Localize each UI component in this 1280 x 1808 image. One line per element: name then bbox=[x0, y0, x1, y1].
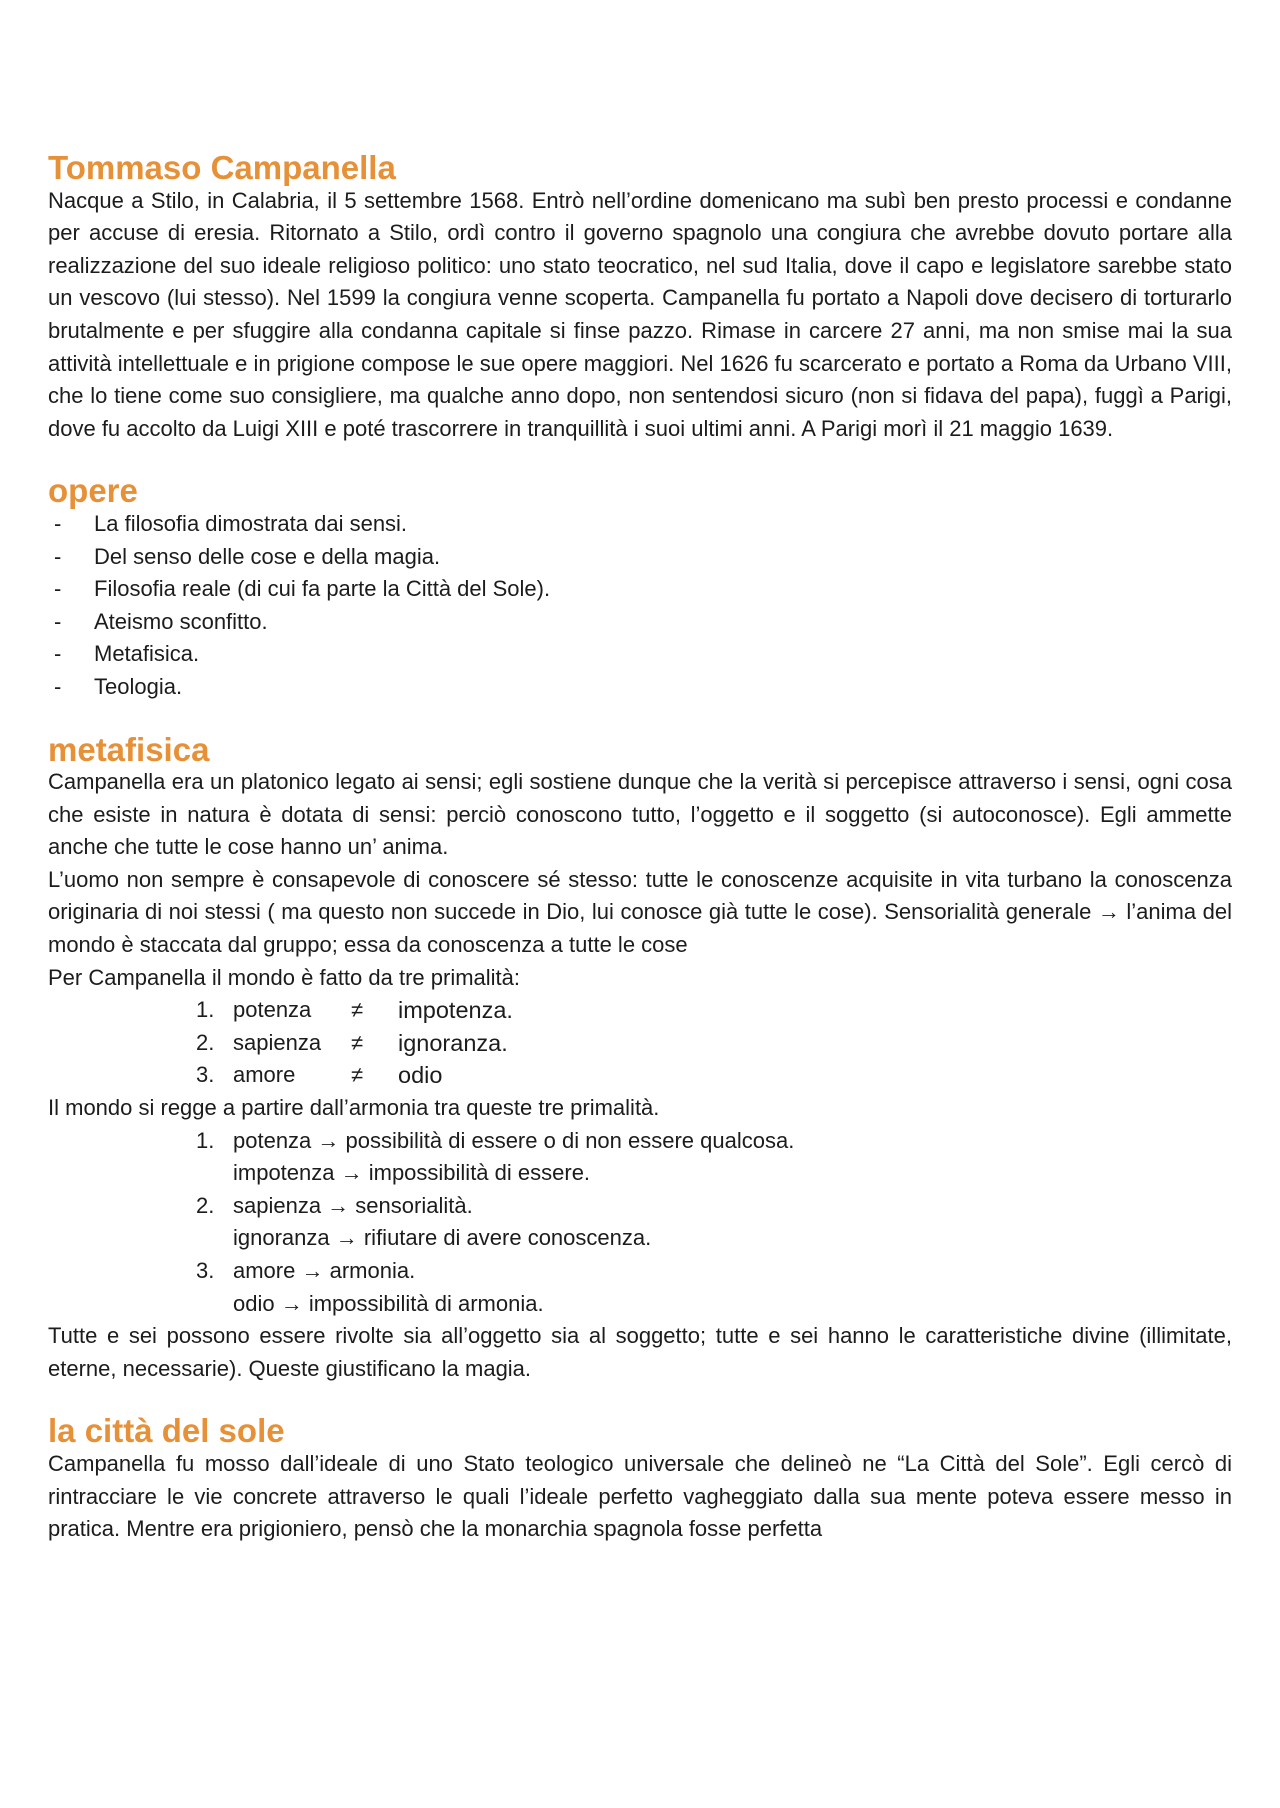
definizione-text bbox=[233, 1125, 794, 1190]
definizione-text bbox=[233, 1255, 544, 1320]
primalita-opposite: ignoranza. bbox=[398, 1029, 508, 1056]
definizione-item bbox=[196, 1190, 1232, 1255]
section-gap bbox=[48, 445, 1232, 475]
list-dash: - bbox=[54, 641, 62, 667]
definizione-line: sapienza → sensorialità. bbox=[233, 1192, 473, 1218]
section-title-campanella: Tommaso Campanella bbox=[48, 149, 396, 186]
definizione-line: ignoranza → rifiutare di avere conoscenza. bbox=[233, 1225, 652, 1251]
metafisica-paragraph-5: Tutte e sei possono essere rivolte sia all’oggetto sia al soggetto; tutte e sei hanno le caratteristiche divine (illimitate, eterne, necessarie). Queste giustificano la magia. bbox=[48, 1323, 1232, 1381]
item-number: 1. bbox=[196, 1127, 215, 1153]
not-equal-sign: ≠ bbox=[351, 997, 364, 1023]
primalita-term: potenza bbox=[233, 997, 312, 1023]
item-number: 2. bbox=[196, 1029, 215, 1055]
section-gap bbox=[48, 1385, 1232, 1415]
list-item-text: Del senso delle cose e della magia. bbox=[94, 543, 441, 569]
not-equal-sign: ≠ bbox=[351, 1062, 364, 1088]
list-item-text: La filosofia dimostrata dai sensi. bbox=[94, 510, 408, 536]
item-number: 3. bbox=[196, 1258, 215, 1283]
metafisica-paragraph-2: L’uomo non sempre è consapevole di conoscere sé stesso: tutte le conoscenze acquisite in vita turbano la conoscenza originaria di noi stessi ( ma questo non succede in Dio, lui conosce già tutte le cose). Sensorialità generale → l’anima del mondo è staccata dal gruppo; essa da conoscenza a tutte le cose bbox=[48, 866, 1232, 958]
citta-paragraph: Campanella fu mosso dall’ideale di uno Stato teologico universale che delineò ne “La Città del Sole”. Egli cercò di rintracciare le vie concrete attraverso le quali l’ideale perfetto vagheggiato dalla sua mente poteva essere messo in pratica. Mentre era prigioniero, pensò che la monarchia spagnola fosse perfetta bbox=[48, 1450, 1232, 1542]
item-number: 3. bbox=[196, 1062, 215, 1088]
metafisica-paragraph-1: Campanella era un platonico legato ai sensi; egli sostiene dunque che la verità si percepisce attraverso i sensi, ogni cosa che esiste in natura è dotata di sensi: perciò conoscono tutto, l’oggetto e il soggetto (si autoconosce). Egli ammette anche che tutte le cose hanno un’ anima. bbox=[48, 769, 1232, 860]
section-gap bbox=[48, 704, 1232, 734]
definizione-item bbox=[196, 1125, 1232, 1190]
not-equal-sign: ≠ bbox=[351, 1029, 364, 1055]
definizione-text bbox=[233, 1190, 651, 1255]
list-dash: - bbox=[54, 543, 62, 569]
metafisica-paragraph-4: Il mondo si regge a partire dall’armonia tra queste tre primalità. bbox=[48, 1095, 660, 1121]
definizione-item bbox=[196, 1255, 1232, 1320]
definizione-line: amore → armonia. bbox=[233, 1258, 416, 1283]
list-item-text: Teologia. bbox=[94, 673, 183, 699]
primalita-item bbox=[196, 1027, 1232, 1060]
primalita-item bbox=[196, 994, 1232, 1027]
section-title-opere: opere bbox=[48, 472, 138, 510]
list-dash: - bbox=[54, 608, 62, 634]
list-item bbox=[48, 541, 1232, 574]
primalita-opposite: impotenza. bbox=[398, 997, 513, 1024]
definizioni-list bbox=[48, 1125, 1232, 1321]
list-dash: - bbox=[54, 673, 62, 699]
item-number: 2. bbox=[196, 1192, 215, 1218]
list-item bbox=[48, 638, 1232, 671]
definizione-line: impotenza → impossibilità di essere. bbox=[233, 1160, 591, 1186]
list-item bbox=[48, 508, 1232, 541]
metafisica-paragraph-3: Per Campanella il mondo è fatto da tre primalità: bbox=[48, 964, 521, 990]
definizione-line: odio → impossibilità di armonia. bbox=[233, 1290, 544, 1316]
list-item bbox=[48, 606, 1232, 639]
primalita-opposite: odio bbox=[398, 1062, 443, 1089]
section-title-metafisica: metafisica bbox=[48, 730, 210, 768]
section-title-citta-del-sole: la città del sole bbox=[48, 1412, 285, 1450]
list-item bbox=[48, 573, 1232, 606]
list-item-text: Metafisica. bbox=[94, 641, 200, 667]
list-dash: - bbox=[54, 510, 62, 536]
item-number: 1. bbox=[196, 997, 215, 1023]
definizione-line: potenza → possibilità di essere o di non essere qualcosa. bbox=[233, 1127, 795, 1153]
primalita-list bbox=[48, 994, 1232, 1092]
list-item-text: Filosofia reale (di cui fa parte la Città del Sole). bbox=[94, 576, 551, 602]
list-item bbox=[48, 671, 1232, 704]
list-item-text: Ateismo sconfitto. bbox=[94, 608, 268, 634]
list-dash: - bbox=[54, 576, 62, 602]
opere-list bbox=[48, 508, 1232, 704]
biography-paragraph: Nacque a Stilo, in Calabria, il 5 settembre 1568. Entrò nell’ordine domenicano ma subì ben presto processi e condanne per accuse di eresia. Ritornato a Stilo, ordì contro il governo spagnolo una congiura che avrebbe dovuto portare alla realizzazione del suo ideale religioso politico: uno stato teocratico, nel sud Italia, dove il capo e legislatore sarebbe stato un vescovo (lui stesso). Nel 1599 la congiura venne scoperta. Campanella fu portato a Napoli dove decisero di torturarlo brutalmente e per sfuggire alla condanna capitale si finse pazzo. Rimase in carcere 27 anni, ma non smise mai la sua attività intellettuale e in prigione compose le sue opere maggiori. Nel 1626 fu scarcerato e portato a Roma da Urbano VIII, che lo tiene come suo consigliere, ma qualche anno dopo, non sentendosi sicuro (non si fidava del papa), fuggì a Parigi, dove fu accolto da Luigi XIII e poté trascorrere in tranquillità i suoi ultimi anni. A Parigi morì il 21 maggio 1639. bbox=[48, 187, 1232, 441]
primalita-term: sapienza bbox=[233, 1029, 322, 1055]
primalita-item bbox=[196, 1059, 1232, 1092]
primalita-term: amore bbox=[233, 1062, 296, 1088]
